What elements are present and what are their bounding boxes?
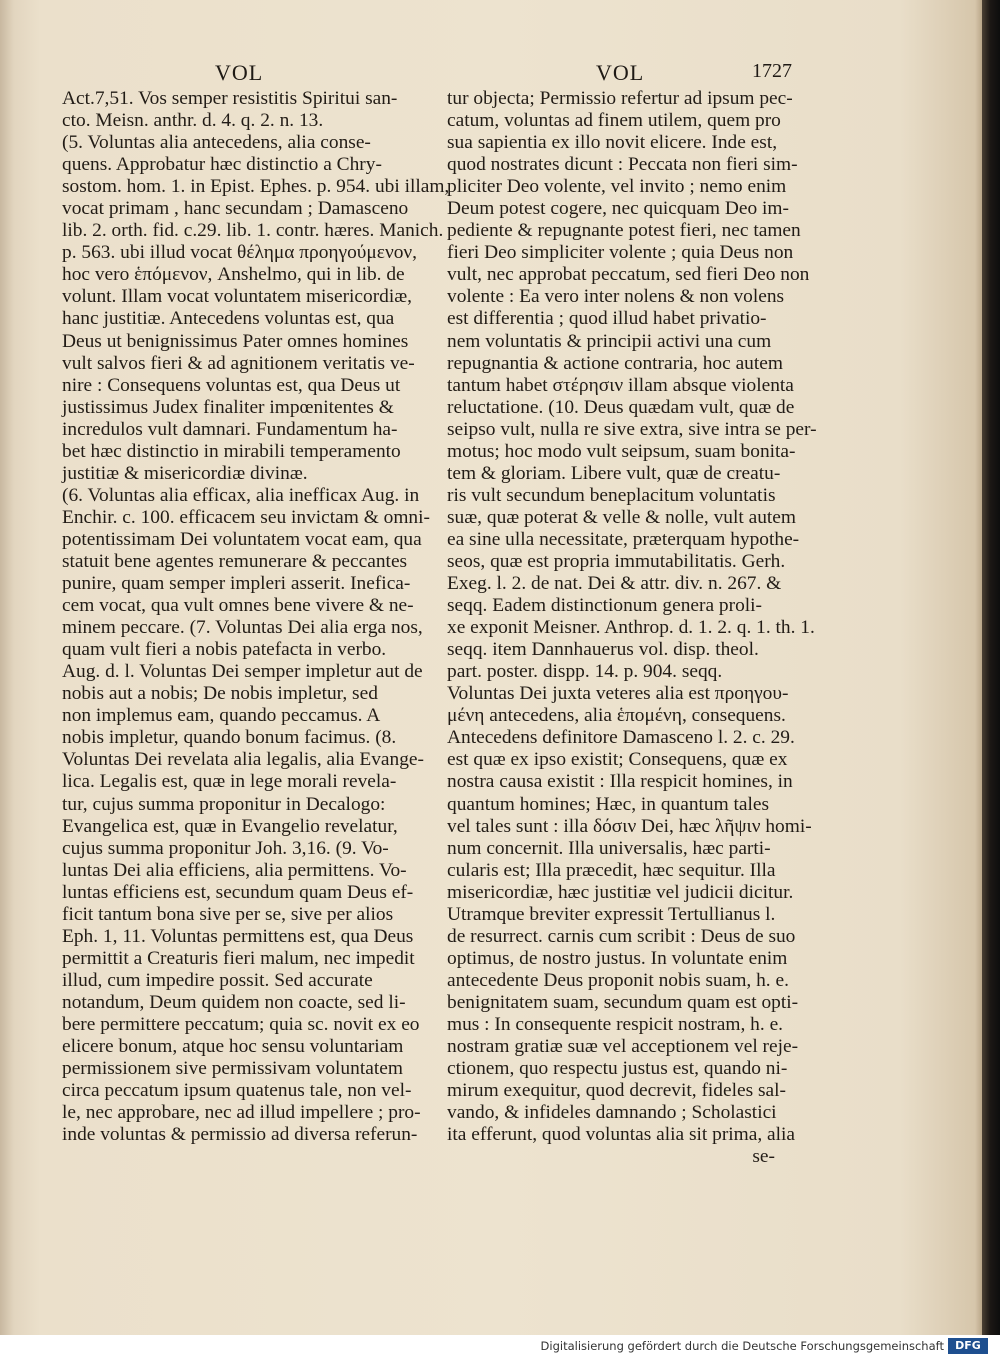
text-line: nobis aut a nobis; De nobis impletur, sed — [62, 683, 378, 705]
right-text-column — [447, 88, 817, 1168]
digitization-footer — [0, 1335, 1000, 1358]
text-line: Utramque breviter expressit Tertullianus l. — [447, 903, 776, 925]
text-line: potentissimam Dei voluntatem vocat eam, qua — [62, 528, 422, 550]
text-line: minem peccare. (7. Voluntas Dei alia erga nos, — [62, 617, 423, 639]
text-line: ris vult secundum beneplacitum voluntatis — [447, 484, 776, 506]
text-line: mirum exequitur, quod decrevit, fideles sal- — [447, 1080, 786, 1102]
text-line: quantum homines; Hæc, in quantum tales — [447, 793, 770, 815]
book-edge — [982, 0, 1000, 1335]
text-line: ea sine ulla necessitate, præterquam hypothe- — [447, 528, 800, 550]
text-line: volunt. Illam vocat voluntatem misericordiæ, — [62, 286, 413, 308]
text-line: permittit a Creaturis fieri malum, nec impedit — [62, 947, 415, 969]
text-line: Evangelica est, quæ in Evangelio revelatur, — [62, 815, 398, 837]
text-line: vult, nec approbat peccatum, sed fieri Deo non — [447, 264, 810, 286]
text-line: repugnantia & actione contraria, hoc autem — [447, 352, 783, 374]
text-line: incredulos vult damnari. Fundamentum ha- — [62, 418, 398, 440]
funding-notice: Digitalisierung gefördert durch die Deutsche Forschungsgemeinschaft — [540, 1339, 944, 1353]
text-line: punire, quam semper impleri asserit. Inefica- — [62, 573, 411, 595]
text-line: part. poster. dispp. 14. p. 904. seqq. — [447, 661, 723, 683]
text-line: circa peccatum ipsum quatenus tale, non vel- — [62, 1080, 412, 1102]
text-line: inde voluntas & permissio ad diversa referun- — [62, 1124, 418, 1146]
running-head-right: VOL — [596, 60, 645, 85]
text-line: luntas Dei alia efficiens, alia permittens. Vo- — [62, 859, 407, 881]
text-line: vel tales sunt : illa δόσιν Dei, hæc λῆψιν homi- — [447, 815, 812, 837]
text-line: est differentia ; quod illud habet privatio- — [447, 308, 767, 330]
text-line: nobis impletur, quando bonum facimus. (8. — [62, 727, 397, 749]
text-line: xe exponit Meisner. Anthrop. d. 1. 2. q. 1. th. 1. — [447, 617, 815, 639]
text-line: fieri Deo simpliciter volente ; quia Deus non — [447, 242, 794, 264]
text-line: seos, quæ est propria immutabilitatis. Gerh. — [447, 550, 786, 572]
text-line: benignitatem suam, secundum quam est opti- — [447, 991, 799, 1013]
page-number: 1727 — [752, 60, 792, 82]
text-line: p. 563. ubi illud vocat θέλημα προηγούμενον, — [62, 242, 418, 264]
running-head-left: VOL — [215, 60, 264, 85]
text-line: sua sapientia ex illo novit elicere. Inde est, — [447, 132, 778, 154]
text-line: illud, cum impedire possit. Sed accurate — [62, 969, 373, 991]
text-line: volente : Ea vero inter nolens & non volens — [447, 286, 785, 308]
text-line: de resurrect. carnis cum scribit : Deus de suo — [447, 925, 796, 947]
text-line: permissionem sive permissivam voluntatem — [62, 1058, 403, 1080]
text-line: suæ, quæ poterat & velle & nolle, vult autem — [447, 506, 796, 528]
text-line: μένη antecedens, alia ἑπομένη, consequens. — [447, 705, 786, 727]
text-line: sostom. hom. 1. in Epist. Ephes. p. 954. ubi illam, — [62, 176, 450, 198]
text-line: num concernit. Illa universalis, hæc parti- — [447, 837, 771, 859]
text-line: lica. Legalis est, quæ in lege morali revela- — [62, 771, 397, 793]
text-line: motus; hoc modo vult seipsum, suam bonita- — [447, 440, 796, 462]
text-line: Exeg. l. 2. de nat. Dei & attr. div. n. 267. & — [447, 573, 782, 595]
catchword: se- — [752, 1146, 775, 1168]
text-line: seqq. item Dannhauerus vol. disp. theol. — [447, 639, 759, 661]
text-line: vando, & infideles damnando ; Scholastici — [447, 1102, 777, 1124]
text-line: le, nec approbare, nec ad illud impellere ; pro- — [62, 1102, 421, 1124]
text-line: Eph. 1, 11. Voluntas permittens est, qua Deus — [62, 925, 414, 947]
text-line: reluctatione. (10. Deus quædam vult, quæ de — [447, 396, 795, 418]
text-line: seqq. Eadem distinctionum genera proli- — [447, 595, 763, 617]
text-line: Voluntas Dei juxta veteres alia est προηγου- — [447, 683, 789, 705]
text-line: quens. Approbatur hæc distinctio a Chry- — [62, 154, 382, 176]
text-line: lib. 2. orth. fid. c.29. lib. 1. contr. hæres. Manich. — [62, 220, 444, 242]
text-line: bet hæc distinctio in mirabili temperamento — [62, 440, 401, 462]
text-line: tem & gloriam. Libere vult, quæ de creatu- — [447, 462, 781, 484]
text-line: nire : Consequens voluntas est, qua Deus ut — [62, 374, 401, 396]
text-line: statuit bene agentes remunerare & peccantes — [62, 550, 408, 572]
text-line: nostra causa existit : Illa respicit homines, in — [447, 771, 793, 793]
text-line: cularis est; Illa præcedit, hæc sequitur. Illa — [447, 859, 776, 881]
text-line: antecedente Deus proponit nobis suam, h. e. — [447, 969, 789, 991]
text-line: Aug. d. l. Voluntas Dei semper impletur aut de — [62, 661, 423, 683]
text-line: optimus, de nostro justus. In voluntate enim — [447, 947, 788, 969]
text-line: misericordiæ, hæc justitiæ vel judicii dicitur. — [447, 881, 794, 903]
text-line: nostram gratiæ suæ vel acceptionem vel reje- — [447, 1036, 799, 1058]
left-text-column — [62, 88, 450, 1146]
text-line: ctionem, quo respectu justus est, quando ni- — [447, 1058, 788, 1080]
text-line: tantum habet στέρησιν illam absque violenta — [447, 374, 794, 396]
text-line: Voluntas Dei revelata alia legalis, alia Evange- — [62, 749, 424, 771]
text-line: vult salvos fieri & ad agnitionem veritatis ve- — [62, 352, 415, 374]
text-line: quam vult fieri a nobis patefacta in verbo. — [62, 639, 387, 661]
text-line: tur, cujus summa proponitur in Decalogo: — [62, 793, 386, 815]
text-line: nem voluntatis & principii activi una cum — [447, 330, 772, 352]
text-line: bere permittere peccatum; quia sc. novit ex eo — [62, 1013, 420, 1035]
text-line: hoc vero ἑπόμενον, Anshelmo, qui in lib. de — [62, 264, 405, 286]
text-line: Deus ut benignissimus Pater omnes homines — [62, 330, 409, 352]
text-line: ficit tantum bona sive per se, sive per alios — [62, 903, 394, 925]
text-line: justissimus Judex finaliter impœnitentes & — [62, 396, 394, 418]
text-line: justitiæ & misericordiæ divinæ. — [62, 462, 308, 484]
dfg-logo: DFG — [948, 1338, 988, 1354]
text-line: (6. Voluntas alia efficax, alia inefficax Aug. in — [62, 484, 420, 506]
text-line: cem vocat, qua vult omnes bene vivere & ne- — [62, 595, 414, 617]
text-line: Enchir. c. 100. efficacem seu invictam & omni- — [62, 506, 430, 528]
text-line: cujus summa proponitur Joh. 3,16. (9. Vo- — [62, 837, 389, 859]
text-line: ita efferunt, quod voluntas alia sit prima, alia — [447, 1124, 796, 1146]
text-line: luntas efficiens est, secundum quam Deus ef- — [62, 881, 414, 903]
text-line: non implemus eam, quando peccamus. A — [62, 705, 381, 727]
text-line: catum, voluntas ad finem utilem, quem pro — [447, 110, 781, 132]
text-line: mus : In consequente respicit nostram, h. e. — [447, 1013, 784, 1035]
text-line: seipso vult, nulla re sive extra, sive intra se per- — [447, 418, 817, 440]
text-line: elicere bonum, atque hoc sensu voluntariam — [62, 1036, 404, 1058]
text-line: Deum potest cogere, nec quicquam Deo im- — [447, 198, 789, 220]
text-line: notandum, Deum quidem non coacte, sed li- — [62, 991, 406, 1013]
text-line: quod nostrates dicunt : Peccata non fieri sim- — [447, 154, 798, 176]
text-line: (5. Voluntas alia antecedens, alia conse- — [62, 132, 371, 154]
text-line: pliciter Deo volente, vel invito ; nemo enim — [447, 176, 787, 198]
text-line: Act.7,51. Vos semper resistitis Spiritui san- — [62, 88, 398, 109]
text-line: tur objecta; Permissio refertur ad ipsum pec- — [447, 88, 793, 109]
text-line: cto. Meisn. anthr. d. 4. q. 2. n. 13. — [62, 110, 324, 132]
text-line: hanc justitiæ. Antecedens voluntas est, qua — [62, 308, 395, 330]
text-line: pediente & repugnante potest fieri, nec tamen — [447, 220, 801, 242]
text-line: est quæ ex ipso existit; Consequens, quæ ex — [447, 749, 788, 771]
text-line: Antecedens definitore Damasceno l. 2. c. 29. — [447, 727, 795, 749]
text-line: vocat primam , hanc secundam ; Damasceno — [62, 198, 409, 220]
